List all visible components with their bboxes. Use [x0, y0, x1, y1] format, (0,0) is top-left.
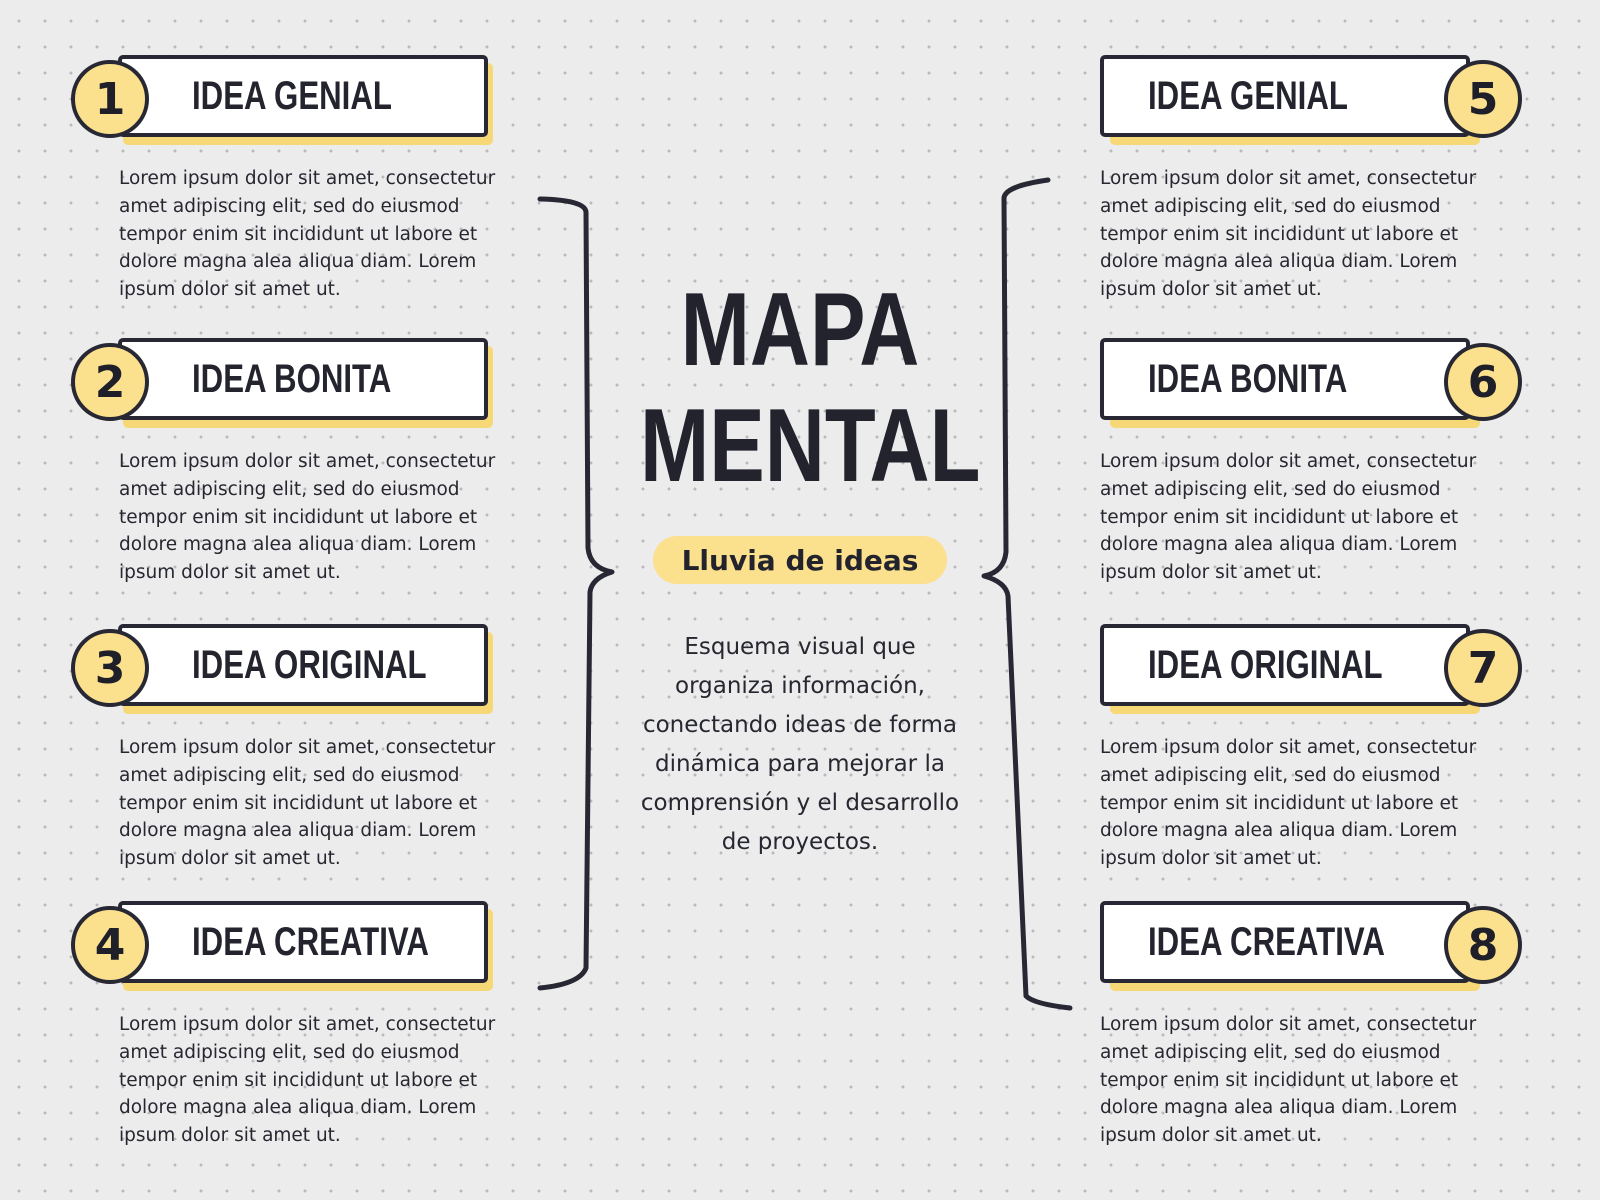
number-badge: 5	[1444, 60, 1522, 138]
idea-title: IDEA ORIGINAL	[1148, 642, 1383, 687]
idea-banner	[118, 624, 488, 706]
idea-title: IDEA ORIGINAL	[192, 642, 427, 687]
idea-description: Lorem ipsum dolor sit amet, consectetur amet adipiscing elit, sed do eiusmod tempor enim sit incididunt ut labore et dolore magna alea aliqua diam. Lorem ipsum dolor sit amet ut.	[1100, 1014, 1477, 1147]
center-description: Esquema visual que organiza información, conectando ideas de forma dinámica para mejorar la comprensión y el desarrollo de proyectos.	[640, 634, 960, 855]
idea-description: Lorem ipsum dolor sit amet, consectetur amet adipiscing elit, sed do eiusmod tempor enim sit incididunt ut labore et dolore magna alea aliqua diam. Lorem ipsum dolor sit amet ut.	[1100, 451, 1477, 584]
idea-title: IDEA BONITA	[1148, 356, 1348, 401]
left-bracket	[540, 199, 612, 988]
idea-description: Lorem ipsum dolor sit amet, consectetur amet adipiscing elit, sed do eiusmod tempor enim sit incididunt ut labore et dolore magna alea aliqua diam. Lorem ipsum dolor sit amet ut.	[119, 168, 496, 301]
idea-card-3	[71, 624, 521, 874]
idea-card-5	[1100, 55, 1550, 305]
idea-title: IDEA CREATIVA	[1148, 919, 1385, 964]
idea-banner	[118, 55, 488, 137]
number-badge: 7	[1444, 629, 1522, 707]
idea-description: Lorem ipsum dolor sit amet, consectetur amet adipiscing elit, sed do eiusmod tempor enim sit incididunt ut labore et dolore magna alea aliqua diam. Lorem ipsum dolor sit amet ut.	[1100, 737, 1477, 870]
idea-card-6	[1100, 338, 1550, 588]
number-badge: 8	[1444, 906, 1522, 984]
number-badge: 2	[71, 343, 149, 421]
idea-title: IDEA GENIAL	[1148, 73, 1348, 118]
idea-description: Lorem ipsum dolor sit amet, consectetur amet adipiscing elit, sed do eiusmod tempor enim sit incididunt ut labore et dolore magna alea aliqua diam. Lorem ipsum dolor sit amet ut.	[1100, 168, 1477, 301]
idea-banner	[1100, 55, 1470, 137]
main-title-line-1: MAPA	[680, 272, 920, 388]
idea-card-2	[71, 338, 521, 588]
idea-card-8	[1100, 901, 1550, 1151]
main-title-line-2: MENTAL	[640, 388, 981, 504]
idea-description: Lorem ipsum dolor sit amet, consectetur amet adipiscing elit, sed do eiusmod tempor enim sit incididunt ut labore et dolore magna alea aliqua diam. Lorem ipsum dolor sit amet ut.	[119, 451, 496, 584]
subtitle-pill: Lluvia de ideas	[653, 536, 947, 584]
idea-card-7	[1100, 624, 1550, 874]
idea-banner	[118, 901, 488, 983]
idea-title: IDEA BONITA	[192, 356, 392, 401]
number-badge: 1	[71, 60, 149, 138]
number-badge: 4	[71, 906, 149, 984]
right-bracket	[984, 180, 1070, 1008]
idea-banner	[1100, 338, 1470, 420]
idea-banner	[1100, 901, 1470, 983]
idea-card-1	[71, 55, 521, 305]
number-badge: 6	[1444, 343, 1522, 421]
idea-banner	[118, 338, 488, 420]
idea-card-4	[71, 901, 521, 1151]
idea-title: IDEA CREATIVA	[192, 919, 429, 964]
idea-title: IDEA GENIAL	[192, 73, 392, 118]
idea-description: Lorem ipsum dolor sit amet, consectetur amet adipiscing elit, sed do eiusmod tempor enim sit incididunt ut labore et dolore magna alea aliqua diam. Lorem ipsum dolor sit amet ut.	[119, 737, 496, 870]
main-title	[640, 272, 981, 504]
idea-banner	[1100, 624, 1470, 706]
idea-description: Lorem ipsum dolor sit amet, consectetur amet adipiscing elit, sed do eiusmod tempor enim sit incididunt ut labore et dolore magna alea aliqua diam. Lorem ipsum dolor sit amet ut.	[119, 1014, 496, 1147]
number-badge: 3	[71, 629, 149, 707]
